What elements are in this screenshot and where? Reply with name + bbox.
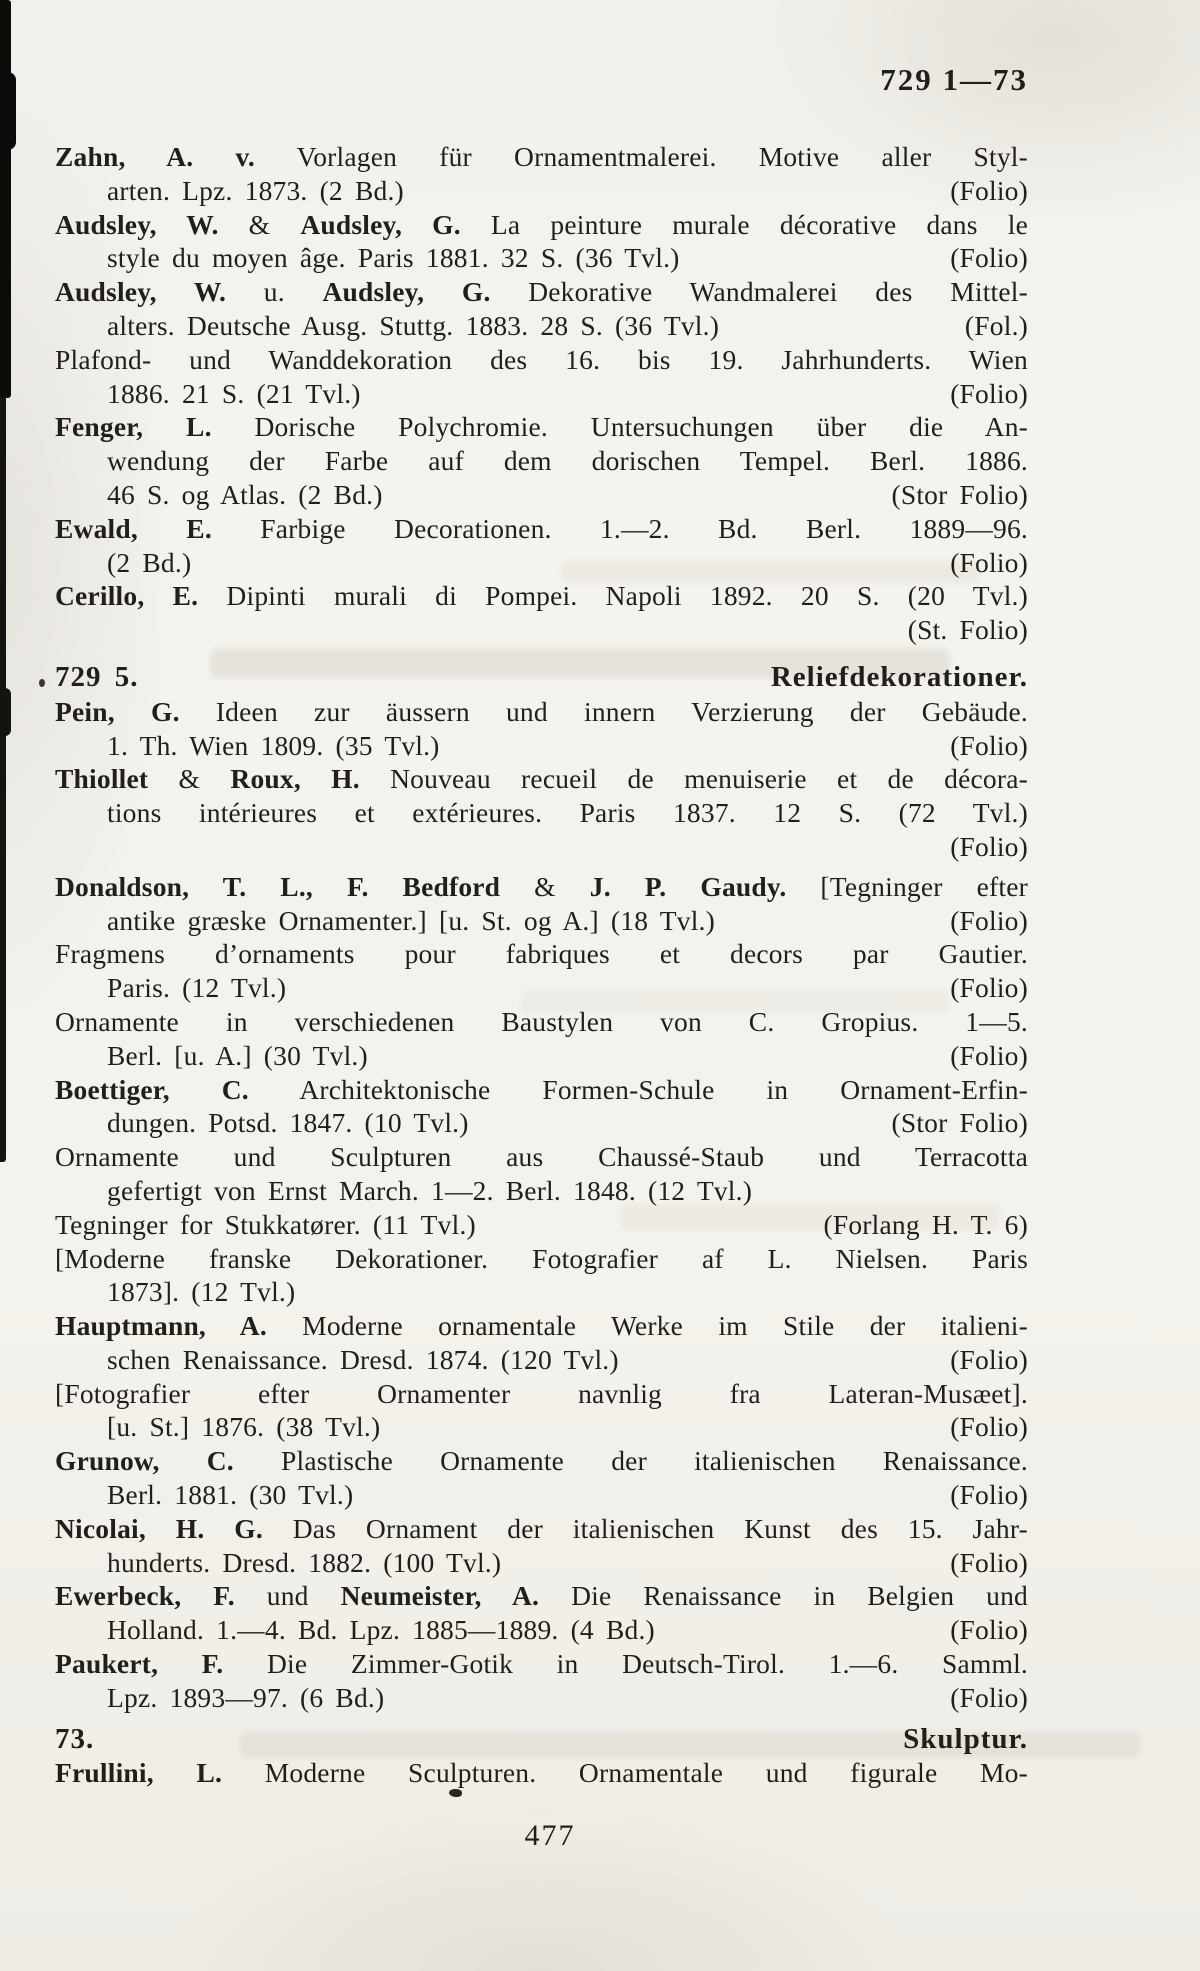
section-number: 73. — [55, 1722, 95, 1755]
entry-text-segment: gefertigt von Ernst March. 1—2. Berl. 1848. (12 Tvl.) — [107, 1174, 753, 1206]
format-designation: (St. Folio) — [907, 614, 1028, 646]
entry-text-segment: Nouveau recueil de menuiserie et de décora- — [359, 763, 1028, 795]
author-name: Ewerbeck, F. — [55, 1580, 235, 1612]
entry-line — [55, 512, 1028, 546]
entry-line — [55, 1377, 1028, 1411]
author-name: Grunow, C. — [55, 1445, 234, 1477]
entry-line — [55, 1140, 1028, 1174]
entry-text — [55, 1141, 1028, 1172]
entry-text-segment: Die Zimmer-Gotik in Deutsch-Tirol. 1.—6. Samml. — [223, 1648, 1028, 1680]
entry-text — [55, 1445, 1028, 1476]
format-designation: (Folio) — [950, 174, 1028, 206]
entry-text-segment: schen Renaissance. Dresd. 1874. (120 Tvl.) — [107, 1343, 619, 1375]
entry-text — [107, 309, 719, 343]
author-name: Zahn, A. v. — [55, 141, 256, 172]
entry-text — [55, 1074, 1028, 1105]
entry-text-segment: Moderne ornamentale Werke im Stile der italieni- — [266, 1310, 1029, 1342]
entry-text — [107, 1613, 655, 1647]
entry-text-segment: & — [218, 208, 301, 240]
format-designation: (Folio) — [950, 377, 1028, 409]
entry-text-segment: wendung der Farbe auf dem dorischen Tempel. Berl. 1886. — [107, 445, 1028, 477]
entry-line — [55, 275, 1028, 309]
entry-text — [55, 1243, 1028, 1274]
entry-text — [107, 241, 680, 275]
author-name: Audsley, G. — [322, 276, 491, 308]
entry-line — [55, 546, 1028, 580]
entry-line — [55, 1242, 1028, 1276]
author-name: Audsley, G. — [300, 208, 461, 240]
entry-line — [55, 1512, 1028, 1546]
entry-text — [107, 546, 191, 580]
entry-line — [55, 796, 1028, 830]
entry-line — [55, 971, 1028, 1005]
entry-line — [55, 1309, 1028, 1343]
entry-line — [55, 410, 1028, 444]
binding-shadow — [0, 72, 16, 150]
binding-shadow — [0, 396, 6, 1162]
entry-line — [55, 1174, 1028, 1208]
entry-text-segment: Architektonische Formen-Schule in Ornament-Erfin- — [248, 1073, 1028, 1105]
page-number: 477 — [524, 1819, 576, 1852]
format-designation: (Folio) — [950, 1546, 1028, 1578]
format-designation: (Folio) — [950, 1479, 1028, 1511]
entry-text-segment: Die Renaissance in Belgien und — [539, 1580, 1028, 1612]
entry-text-segment: Dorische Polychromie. Untersuchungen über die An- — [211, 411, 1028, 443]
format-designation: (Folio) — [950, 546, 1028, 578]
format-designation: (Folio) — [950, 1343, 1028, 1375]
entry-line — [55, 904, 1028, 938]
author-name: J. P. Gaudy. — [589, 870, 787, 902]
entry-text-segment: 1. Th. Wien 1809. (35 Tvl.) — [107, 729, 440, 761]
format-designation: (Folio) — [950, 1614, 1028, 1646]
author-name: Cerillo, E. — [55, 580, 199, 612]
binding-shadow — [0, 0, 11, 398]
page-header-classmark: 729 1—73 — [880, 62, 1028, 97]
entry-text — [55, 763, 1028, 794]
entry-text — [55, 1648, 1028, 1679]
entry-text — [107, 729, 440, 763]
entry-text — [107, 1478, 353, 1512]
author-name: Audsley, W. — [55, 208, 219, 240]
text-block — [55, 140, 1028, 1790]
entry-text-segment: Paris. (12 Tvl.) — [107, 972, 287, 1004]
entry-text-segment: style du moyen âge. Paris 1881. 32 S. (36 Tvl.) — [107, 242, 680, 274]
entry-text-segment: Plafond- und Wanddekoration des 16. bis 19. Jahrhunderts. Wien — [55, 343, 1028, 375]
entry-line — [55, 830, 1028, 864]
entry-text — [107, 1546, 501, 1580]
entry-text — [55, 1580, 1028, 1611]
entry-text-segment: (2 Bd.) — [107, 546, 192, 578]
entry-text — [107, 971, 286, 1005]
entry-text — [107, 1276, 295, 1307]
entry-text-segment: Berl. [u. A.] (30 Tvl.) — [107, 1039, 368, 1071]
entry-text — [55, 1208, 476, 1242]
entry-text-segment: & — [500, 870, 590, 902]
entry-text-segment: Ornamente und Sculpturen aus Chaussé-Staub und Terracotta — [55, 1141, 1028, 1173]
format-designation: (Stor Folio) — [891, 478, 1028, 510]
entry-text — [55, 938, 1028, 969]
entry-text — [107, 1106, 469, 1140]
entry-text-segment: dungen. Potsd. 1847. (10 Tvl.) — [107, 1107, 469, 1139]
entry-line — [55, 762, 1028, 796]
entry-text — [55, 411, 1028, 442]
entry-line — [55, 1756, 1028, 1790]
entry-line — [55, 343, 1028, 377]
entry-line — [55, 1106, 1028, 1140]
section-heading — [55, 1723, 1028, 1757]
entry-line — [55, 1410, 1028, 1444]
entry-text — [55, 141, 1028, 172]
section-title: Reliefdekorationer. — [770, 660, 1028, 693]
entry-line — [55, 1478, 1028, 1512]
entry-line — [55, 613, 1028, 647]
entry-text-segment: Farbige Decorationen. 1.—2. Bd. Berl. 1889—96. — [211, 512, 1028, 544]
author-name: Thiollet — [55, 763, 149, 795]
entry-text — [107, 904, 715, 938]
entry-line — [55, 1579, 1028, 1613]
entry-line — [55, 1343, 1028, 1377]
entry-line — [55, 729, 1028, 763]
entry-line — [55, 1613, 1028, 1647]
format-designation: (Folio) — [950, 1039, 1028, 1071]
entry-text — [55, 276, 1028, 307]
entry-line — [55, 208, 1028, 242]
format-designation: (Folio) — [950, 972, 1028, 1004]
entry-line — [55, 1039, 1028, 1073]
ink-speck — [39, 679, 45, 687]
entry-text — [55, 1378, 1028, 1409]
entry-line — [55, 937, 1028, 971]
entry-text-segment: Vorlagen für Ornamentmalerei. Motive aller Styl- — [255, 141, 1028, 172]
entry-text-segment: 1886. 21 S. (21 Tvl.) — [107, 377, 361, 409]
author-name: Fenger, L. — [55, 411, 212, 443]
entry-text-segment: tions intérieures et extérieures. Paris 1837. 12 S. (72 Tvl.) — [107, 797, 1028, 829]
entry-text — [107, 1410, 380, 1444]
entry-text — [107, 174, 404, 208]
entry-text — [107, 1681, 384, 1715]
entry-text — [107, 1039, 368, 1073]
author-name: Audsley, W. — [55, 276, 227, 308]
entry-text-segment: [u. St.] 1876. (38 Tvl.) — [107, 1411, 381, 1443]
section-number: 729 5. — [55, 660, 139, 693]
format-designation: (Stor Folio) — [891, 1107, 1028, 1139]
entry-line — [55, 695, 1028, 729]
entry-text-segment: Dipinti murali di Pompei. Napoli 1892. 20 S. (20 Tvl.) — [198, 580, 1028, 612]
entry-text — [107, 797, 1028, 828]
entry-text — [107, 377, 361, 411]
entry-text — [55, 871, 1028, 902]
binding-shadow — [0, 688, 11, 736]
entry-line — [55, 870, 1028, 904]
entry-text-segment: Holland. 1.—4. Bd. Lpz. 1885—1889. (4 Bd.) — [107, 1614, 655, 1646]
entry-line — [55, 478, 1028, 512]
entry-text-segment: alters. Deutsche Ausg. Stuttg. 1883. 28 S. (36 Tvl.) — [107, 309, 720, 341]
entry-text-segment: und — [234, 1580, 341, 1612]
entry-line — [55, 377, 1028, 411]
entry-text — [107, 1343, 619, 1377]
entry-text — [55, 580, 1028, 611]
entry-text-segment: arten. Lpz. 1873. (2 Bd.) — [107, 174, 404, 206]
entry-text — [107, 1175, 752, 1206]
entry-text-segment: u. — [226, 276, 323, 308]
entry-line — [55, 140, 1028, 174]
entry-line — [55, 1275, 1028, 1309]
entry-text-segment: Ornamente in verschiedenen Baustylen von C. Gropius. 1—5. — [55, 1005, 1028, 1037]
author-name: Roux, H. — [230, 763, 360, 795]
entry-text-segment: [Moderne franske Dekorationer. Fotografier af L. Nielsen. Paris — [55, 1242, 1028, 1274]
author-name: Pein, G. — [55, 695, 180, 727]
entry-text-segment: La peinture murale décorative dans le — [460, 208, 1028, 240]
entry-text — [107, 445, 1028, 476]
author-name: Neumeister, A. — [340, 1580, 540, 1612]
entry-line — [55, 1647, 1028, 1681]
entry-line — [55, 444, 1028, 478]
section-heading — [55, 661, 1028, 695]
entry-text-segment: hunderts. Dresd. 1882. (100 Tvl.) — [107, 1546, 502, 1578]
author-name: Boettiger, C. — [55, 1073, 249, 1105]
format-designation: (Folio) — [950, 1411, 1028, 1443]
entry-text-segment: antike græske Ornamenter.] [u. St. og A.] (18 Tvl.) — [107, 904, 715, 936]
entry-text-segment: Moderne Sculpturen. Ornamentale und figurale Mo- — [222, 1757, 1028, 1789]
entry-text — [55, 344, 1028, 375]
entry-text-segment: [Fotografier efter Ornamenter navnlig fra Lateran-Musæet]. — [55, 1377, 1028, 1409]
format-designation: (Folio) — [950, 242, 1028, 274]
entry-line — [55, 1681, 1028, 1715]
author-name: Paukert, F. — [55, 1648, 224, 1680]
entry-text-segment: 1873]. (12 Tvl.) — [107, 1276, 296, 1308]
entry-line — [55, 309, 1028, 343]
entry-text — [55, 209, 1028, 240]
entry-line — [55, 1005, 1028, 1039]
entry-text — [55, 696, 1028, 727]
entry-text-segment: 46 S. og Atlas. (2 Bd.) — [107, 478, 383, 510]
entry-text-segment: Das Ornament der italienischen Kunst des 15. Jahr- — [262, 1512, 1028, 1544]
author-name: Ewald, E. — [55, 512, 212, 544]
entry-text-segment: [Tegninger efter — [786, 870, 1029, 902]
author-name: Hauptmann, A. — [55, 1310, 267, 1342]
entry-line — [55, 1444, 1028, 1478]
entry-text — [55, 1310, 1028, 1341]
entry-line — [55, 1546, 1028, 1580]
entry-text-segment: Fragmens d’ornaments pour fabriques et decors par Gautier. — [55, 938, 1028, 970]
entry-text-segment: Ideen zur äussern und innern Verzierung der Gebäude. — [179, 695, 1028, 727]
author-name: Nicolai, H. G. — [55, 1512, 263, 1544]
format-designation: (Folio) — [950, 904, 1028, 936]
author-name: Donaldson, T. L., F. Bedford — [55, 870, 501, 902]
entry-text-segment: Tegninger for Stukkatører. (11 Tvl.) — [55, 1208, 476, 1240]
entry-line — [55, 1208, 1028, 1242]
entry-text — [55, 1757, 1028, 1788]
entry-line — [55, 1073, 1028, 1107]
entry-line — [55, 241, 1028, 275]
entry-line — [55, 579, 1028, 613]
format-designation: (Forlang H. T. 6) — [823, 1208, 1028, 1240]
author-name: Frullini, L. — [55, 1757, 223, 1789]
entry-text — [55, 1513, 1028, 1544]
entry-text-segment: Plastische Ornamente der italienischen Renaissance. — [233, 1445, 1029, 1477]
format-designation: (Fol.) — [964, 309, 1028, 341]
entry-text-segment: Berl. 1881. (30 Tvl.) — [107, 1479, 354, 1511]
section-title: Skulptur. — [903, 1722, 1028, 1755]
entry-text — [55, 513, 1028, 544]
entry-text-segment: & — [148, 763, 231, 795]
entry-text — [107, 478, 383, 512]
entry-text-segment: Dekorative Wandmalerei des Mittel- — [490, 276, 1028, 308]
entry-text — [55, 1006, 1028, 1037]
format-designation: (Folio) — [950, 830, 1028, 862]
entry-text-segment: Lpz. 1893—97. (6 Bd.) — [107, 1681, 385, 1713]
format-designation: (Folio) — [950, 729, 1028, 761]
entry-line — [55, 174, 1028, 208]
format-designation: (Folio) — [950, 1681, 1028, 1713]
